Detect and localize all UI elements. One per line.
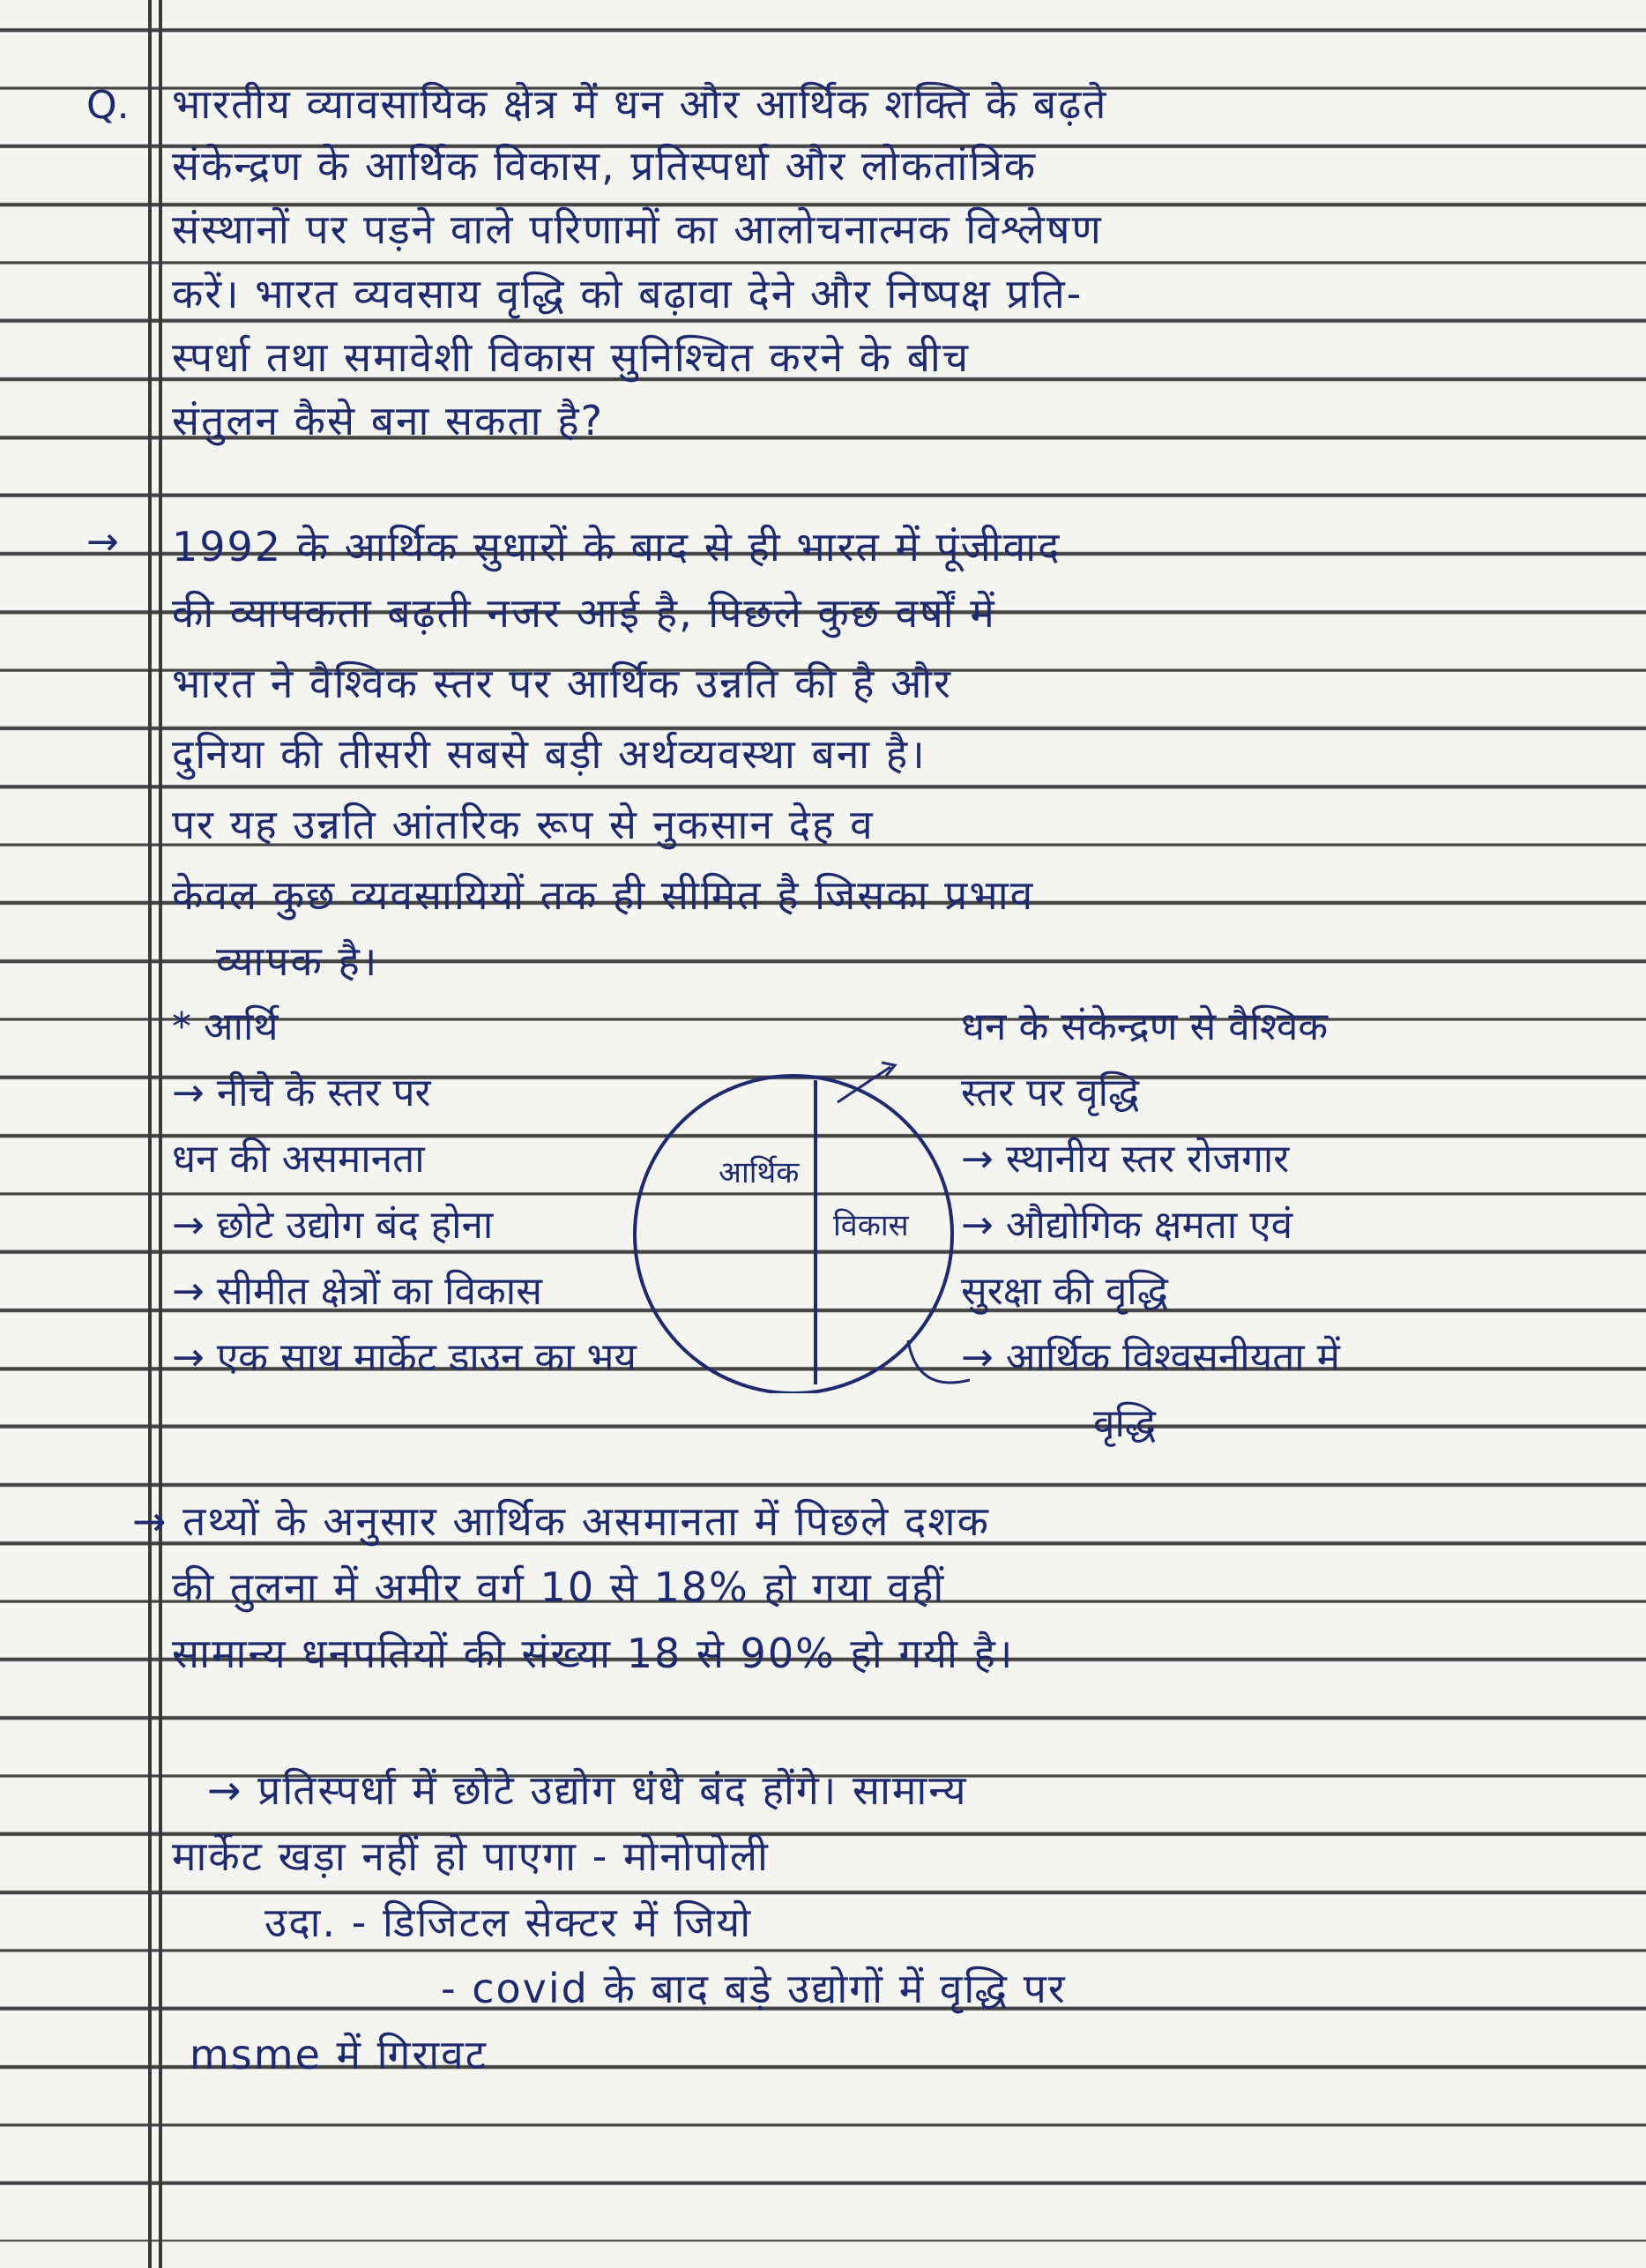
answer-line-1: 1992 के आर्थिक सुधारों के बाद से ही भारत में पूंजीवाद <box>172 523 1061 571</box>
para3-line-5: msme में गिरावट <box>190 2031 488 2078</box>
para2-line-2: की तुलना में अमीर वर्ग 10 से 18% हो गया वहीं <box>172 1563 946 1611</box>
para3-line-1: → प्रतिस्पर्धा में छोटे उद्योग धंधे बंद होंगे। सामान्य <box>207 1766 968 1814</box>
answer-arrow: → <box>86 519 119 564</box>
diagram-heading-right: धन के संकेन्द्रण से वैश्विक <box>961 1004 1329 1049</box>
diagram-right-item: स्तर पर वृद्धि <box>961 1071 1140 1115</box>
diagram-heading-left: * आर्थि <box>172 1004 279 1049</box>
para2-line-3: सामान्य धनपतियों की संख्या 18 से 90% हो गयी है। <box>172 1630 1015 1677</box>
question-line-4: करें। भारत व्यवसाय वृद्धि को बढ़ावा देने और निष्पक्ष प्रति- <box>172 270 1084 317</box>
answer-line-2: की व्यापकता बढ़ती नजर आई है, पिछले कुछ वर्षों में <box>172 589 996 637</box>
answer-line-3: भारत ने वैश्विक स्तर पर आर्थिक उन्नति की है और <box>172 660 952 707</box>
para2-line-1: → तथ्यों के अनुसार आर्थिक असमानता में पिछले दशक <box>132 1497 990 1545</box>
diagram-right-item: → औद्योगिक क्षमता एवं <box>961 1203 1293 1248</box>
diagram-right-item: → स्थानीय स्तर रोजगार <box>961 1137 1290 1182</box>
question-line-6: संतुलन कैसे बना सकता है? <box>172 397 605 444</box>
diagram-right-item: → आर्थिक विश्वसनीयता में <box>961 1335 1340 1380</box>
circle-label-right: विकास <box>833 1208 909 1243</box>
diagram-left-item: → एक साथ मार्केट डाउन का भय <box>172 1335 637 1380</box>
question-number: Q. <box>86 83 130 128</box>
answer-line-7: व्यापक है। <box>216 937 379 985</box>
answer-line-5: पर यह उन्नति आंतरिक रूप से नुकसान देह व <box>172 801 875 848</box>
question-line-3: संस्थानों पर पड़ने वाले परिणामों का आलोचनात्मक विश्लेषण <box>172 205 1103 253</box>
para3-line-4: - covid के बाद बड़े उद्योगों में वृद्धि पर <box>441 1965 1067 2012</box>
diagram-circle <box>617 1041 970 1393</box>
question-line-1: भारतीय व्यावसायिक क्षेत्र में धन और आर्थिक शक्ति के बढ़ते <box>172 80 1108 128</box>
answer-line-4: दुनिया की तीसरी सबसे बड़ी अर्थव्यवस्था बना है। <box>172 730 927 778</box>
circle-label-left: आर्थिक <box>719 1155 800 1190</box>
answer-line-6: केवल कुछ व्यवसायियों तक ही सीमित है जिसका प्रभाव <box>172 871 1035 919</box>
diagram-left-item: → सीमीत क्षेत्रों का विकास <box>172 1269 542 1314</box>
margin-line <box>148 0 152 2268</box>
diagram-right-item: वृद्धि <box>1093 1401 1157 1446</box>
diagram-left-item: → छोटे उद्योग बंद होना <box>172 1203 494 1248</box>
diagram-right-item: सुरक्षा की वृद्धि <box>961 1269 1168 1314</box>
para3-line-3: उदा. - डिजिटल सेक्टर में जियो <box>264 1899 753 1946</box>
para3-line-2: मार्केट खड़ा नहीं हो पाएगा - मोनोपोली <box>172 1832 770 1880</box>
diagram-left-item: धन की असमानता <box>172 1137 425 1182</box>
question-line-2: संकेन्द्रण के आर्थिक विकास, प्रतिस्पर्धा और लोकतांत्रिक <box>172 142 1038 190</box>
margin-line <box>159 0 162 2268</box>
question-line-5: स्पर्धा तथा समावेशी विकास सुनिश्चित करने के बीच <box>172 333 971 381</box>
diagram-left-item: → नीचे के स्तर पर <box>172 1071 431 1115</box>
